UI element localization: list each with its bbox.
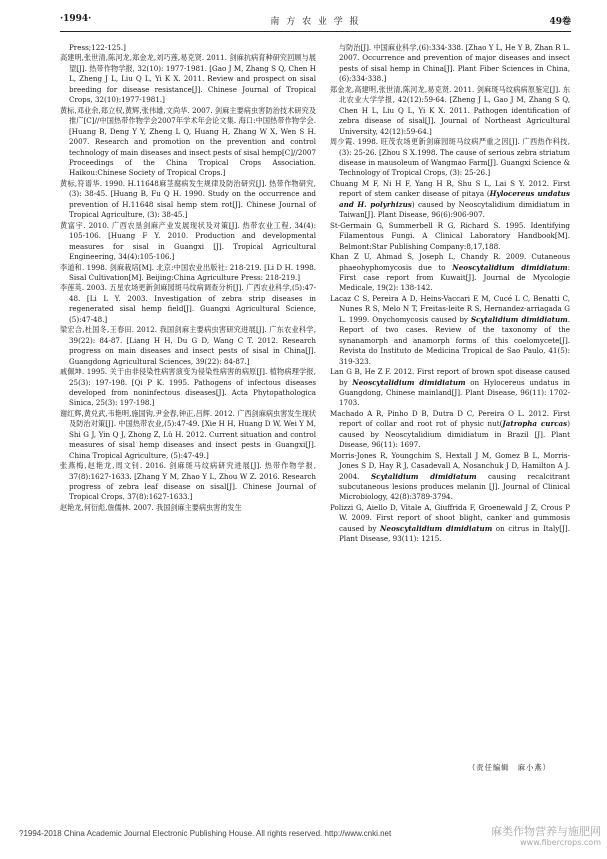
references-right-column <box>330 43 570 545</box>
header-journal-title: 南 方 农 业 学 报 <box>270 17 361 27</box>
reference-item: 谢红辉,黄兑武,韦艳明,施国钩,尹金春,钟正,吕辉. 2012. 广西剑麻病虫害发生现状及防治对策[J]. 中国热带农业,(5):47-49. [Xie H H, Huang D W, Wei Y M, Shi G J, Yin Q J, Zhong Z, Lü H. 2012. Current situation and control measures of sisal hemp diseases and insect pests in Guangxi[J]. China Tropical Agriculture, (5):47-49.] <box>60 408 316 460</box>
header-volume: 49卷 <box>549 17 571 27</box>
reference-item: 与防治[J]. 中国麻业科学,(6):334-338. [Zhao Y L, He Y B, Zhan R L. 2007. Occurrence and prevention of major diseases and insect pests of sisal hemp in China[J]. Plant Fiber Sciences in China, (6):334-338.] <box>339 43 570 84</box>
header-year: ·1994· <box>60 14 92 24</box>
reference-item: Lan G B, He Z F. 2012. First report of brown spot disease caused by Neoscytalidium dimidiatum on Hylocereus undatus in Guangdong, Chinese mainland[J]. Plant Disease, 96(11): 1702-1703. <box>330 367 571 408</box>
reference-item: Machado A R, Pinho D B, Dutra D C, Pereira O L. 2012. First report of collar and root rot of physic nut(Jatropha curcas) caused by Neoscytalidium dimidiatum in Brazil [J]. Plant Disease, 96(11): 1697. <box>330 408 570 450</box>
reference-item: 赵艳龙,何衍彪,詹儒林. 2007. 我国剑麻主要病虫害的发生 <box>60 502 242 512</box>
reference-item: Polizzi G, Aiello D, Vitale A, Giuffrida F, Groenewald J Z, Crous P W. 2009. First report of shoot blight, canker and gummosis caused by Neoscytalidium dimidiatum on citrus in Italy[J]. Plant Disease, 93(11): 1215. <box>330 502 570 544</box>
reference-item: Lacaz C S, Pereira A D, Heins-Vaccari E M, Cucé L C, Benatti C, Nunes R S, Melo N T, Freitas-leite R S, Hernandez-arriagada G L. 1999. Onychomycosis caused by Scytalidium dimidiatum. Report of two cases. Review of the taxonomy of the synanamorph and anamorph forms of this coelomycete[J]. Revista do Instituto de Medicina Tropical de Sao Paulo, 41(5): 319-323. <box>330 293 571 366</box>
site-watermark <box>491 826 601 848</box>
reference-item: 戚佩坤. 1995. 关于由非侵染性病害演变为侵染性病害的病原[J]. 植物病理学报, 25(3): 197-198. [Qi P K. 1995. Pathogens of infectous diseases developed from noninfectous diseases[J]. Acta Phytopathologica Sinica, 25(3): 197-198.] <box>60 367 316 408</box>
reference-item: Morris-Jones R, Youngchim S, Hextall J M, Gomez B L, Morris-Jones S D, Hay R J, Casadevall A, Nosanchuk J D, Hamilton A J. 2004. Scytalidium dimidiatum causing recalcitrant subcutaneous lesions produces melanin [J]. Journal of Clinical Microbiology, 42(8):3789-3794. <box>330 450 570 502</box>
reference-item: 黄标,邓业余,郑立权,黄辉,张伟雄,文尚华. 2007. 剑麻主要病虫害防治技术研究及推广[C]//中国热带作物学会2007年学术年会论文集. 海口:中国热带作物学会. [Huang B, Deng Y Y, Zheng L Q, Huang H, Zhang W X, Wen S H. 2007. Research and promotion on the prevention and control technology of main diseases and insect pests of sisal hemp[C]//2007 Proceedings of the China Tropical Crops Association. Haikou:Chinese Society of Tropical Crops.] <box>60 105 316 178</box>
reference-item: Chuang M F, Ni H F, Yang H R, Shu S L, Lai S Y. 2012. First report of stem canker disease of pitaya (Hylocereus undatus and H. polyrhizus) caused by Neoscytalidium dimidiatum in Taiwan[J]. Plant Disease, 96(6):906-907. <box>330 178 570 220</box>
watermark-title: 麻类作物营养与施肥网 <box>491 825 601 838</box>
reference-item: 张燕梅,赵艳龙,周文钊. 2016. 剑麻斑马纹病研究进展[J]. 热带作物学报, 37(8):1627-1633. [Zhang Y M, Zhao Y L, Zhou W Z. 2016. Research progress of zebra leaf disease on sisal[J]. Chinese Journal of Tropical Crops, 37(8):1627-1633.] <box>60 461 316 502</box>
reference-item: Khan Z U, Ahmad S, Joseph L, Chandy R. 2009. Cutaneous phaeohyphomycosis due to Neoscytalidium dimidiatum: First case report from Kuwait[J]. Journal de Mycologie Medicale, 19(2): 138-142. <box>330 252 570 293</box>
reference-item: 梁宏合,杜国冬,王春田. 2012. 我国剑麻主要病虫害研究进展[J]. 广东农业科学, 39(22): 84-87. [Liang H H, Du G D, Wang C T. 2012. Research progress on main diseases and insect pests of sisal in China[J]. Guangdong Agricultural Sciences, 39(22): 84-87.] <box>60 325 316 366</box>
copyright-footer: ?1994-2018 China Academic Journal Electronic Publishing House. All rights reserved. http://www.cnki.net <box>19 829 392 838</box>
watermark-url: www.fibercrops.com <box>520 838 601 847</box>
reference-item: Press;122-125.] <box>69 43 126 52</box>
reference-item: 黄富宇. 2010. 广西农垦剑麻产业发展现状及对策[J]. 热带农业工程, 34(4): 105-106. [Huang F Y. 2010. Production and developmental measures for sisal in Guangxi [J]. Tropical Agricultural Engineering, 34(4):105-106.] <box>60 220 316 262</box>
responsible-editor-note: （责任编辑 麻小燕） <box>468 763 551 772</box>
reference-item: 郑金龙,高建明,张世清,陈河龙,易克贤. 2011. 剑麻斑马纹病病原鉴定[J]. 东北农业大学学报, 42(12):59-64. [Zheng J L, Gao J M, Zhang S Q, Chen H L, Liu Q L, Yi K X. 2011. Pathogen identification of zebra disease of sisal[J]. Journal of Northeast Agricultural University, 42(12):59-64.] <box>330 84 570 136</box>
header-rule <box>60 31 571 32</box>
reference-item: St-Germain G, Summerbell R G, Richard S. 1995. Identifying Filamentous Fungi. A Clinical Laboratory Handbook[M]. Belmont:Star Publishing Company:8,17,188. <box>330 220 570 251</box>
reference-item: 高建明,张世清,陈河龙,郑金龙,刘巧莲,易克贤. 2011. 剑麻抗病育种研究回顾与展望[J]. 热带作物学报, 32(10): 1977-1981. [Gao J M, Zhang S Q, Chen H L, Zheng J L, Liu Q L, Yi K X. 2011. Review and prospect on sisal breeding for disease resistance[J]. Chinese Journal of Tropical Crops, 32(10):1977-1981.] <box>60 53 316 105</box>
reference-item: 李道和. 1998. 剑麻栽培[M]. 北京:中国农业出版社: 218-219. [Li D H. 1998. Sisal Cultivation[M]. Beijing:China Agriculture Press: 218-219.] <box>60 262 316 282</box>
reference-item: 李莲英. 2003. 五星农场更新剑麻园斑马纹病调查分析[J]. 广西农业科学,(5):47-48. [Li L Y. 2003. Investigation of zebra strip diseases in regenerated sisal hemp field[J]. Guangxi Agricultural Science, (5):47-48.] <box>60 283 316 324</box>
references-left-column <box>60 43 316 513</box>
reference-item: 黄标,符谱华. 1990. H.11648麻茎腐病发生规律及防治研究[J]. 热带作物研究,(3): 38-45. [Huang B, Fu Q H. 1990. Study on the occurrence and prevention of H.11648 sisal hemp stem rot[J]. Chinese Journal of Tropical Agriculture, (3): 38-45.] <box>60 178 316 220</box>
reference-item: 周少霞. 1998. 旺茂农场更新剑麻园斑马纹病严重之因[J]. 广西热作科技,(3): 25-26. [Zhou S X.1998. The cause of serious zebra striatum disease in mausoleum of Wangmao Farm[J]. Guangxi Science & Technology of Tropical Crops, (3): 25-26.] <box>330 137 570 178</box>
page-header <box>60 14 571 32</box>
